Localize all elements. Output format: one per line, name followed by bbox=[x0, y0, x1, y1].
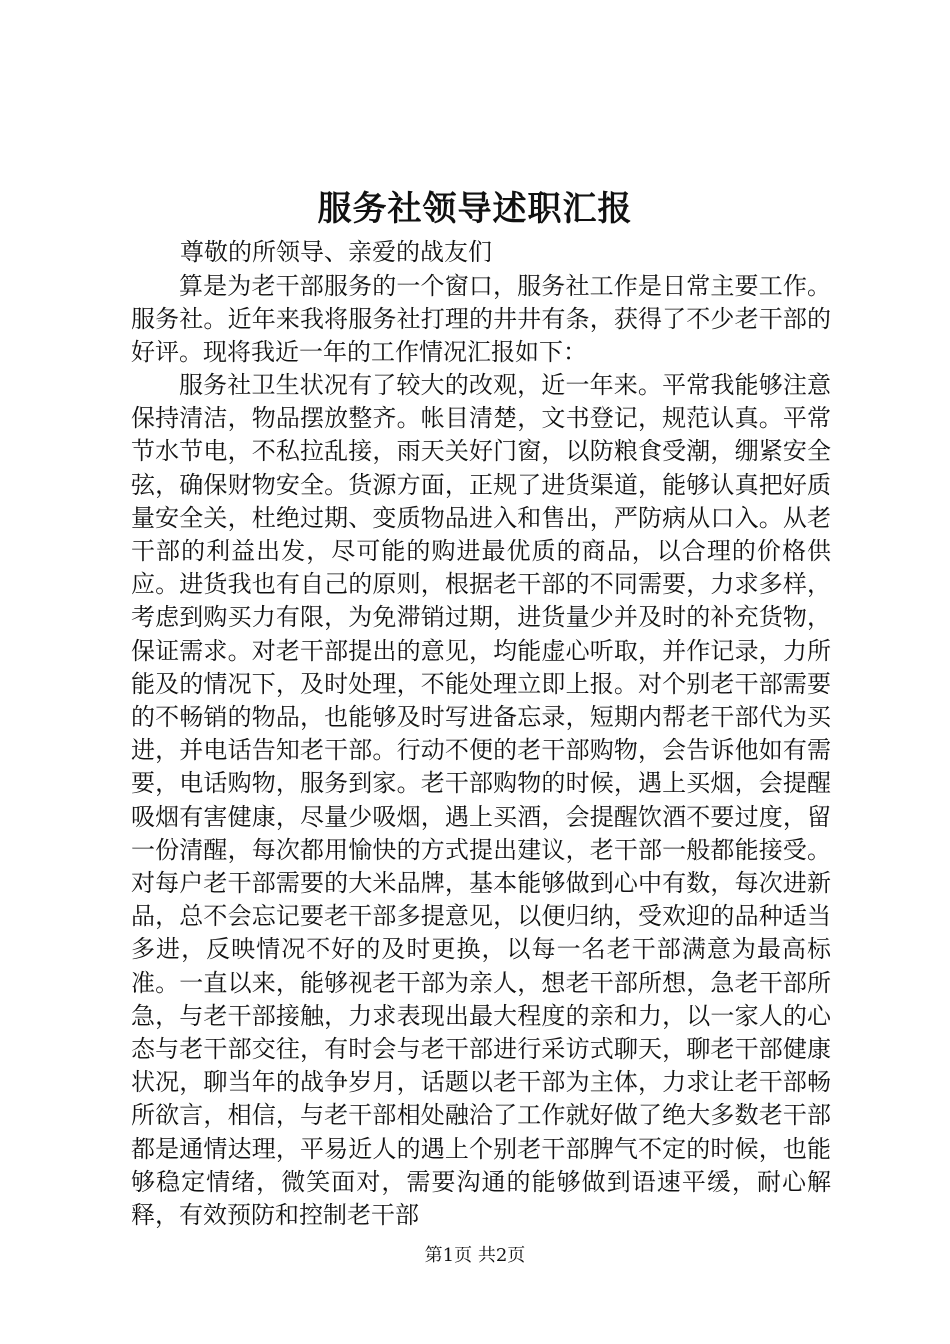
page-footer: 第1页 共2页 bbox=[424, 1245, 526, 1266]
body-paragraph-2: 服务社卫生状况有了较大的改观，近一年来。平常我能够注意保持清洁，物品摆放整齐。帐目清楚，文书登记，规范认真。平常节水节电，不私拉乱接，雨天关好门窗，以防粮食受潮，绷紧安全弦，确保财物安全。货源方面，正规了进货渠道，能够认真把好质量安全关，杜绝过期、变质物品进入和售出，严防病从口入。从老干部的利益出发，尽可能的购进最优质的商品，以合理的价格供应。进货我也有自己的原则，根据老干部的不同需要，力求多样，考虑到购买力有限，为免滞销过期，进货量少并及时的补充货物，保证需求。对老干部提出的意见，均能虚心听取，并作记录，力所能及的情况下，及时处理，不能处理立即上报。对个别老干部需要的不畅销的物品，也能够及时写进备忘录，短期内帮老干部代为买进，并电话告知老干部。行动不便的老干部购物，会告诉他如有需要，电话购物，服务到家。老干部购物的时候，遇上买烟，会提醒吸烟有害健康，尽量少吸烟，遇上买酒，会提醒饮酒不要过度，留一份清醒，每次都用愉快的方式提出建议，老干部一般都能接受。对每户老干部需要的大米品牌，基本能够做到心中有数，每次进新品，总不会忘记要老干部多提意见，以便归纳，受欢迎的品种适当多进，反映情况不好的及时更换，以每一名老干部满意为最高标准。一直以来，能够视老干部为亲人，想老干部所想，急老干部所急，与老干部接触，力求表现出最大程度的亲和力，以一家人的心态与老干部交往，有时会与老干部进行采访式聊天，聊老干部健康状况，聊当年的战争岁月，话题以老干部为主体，力求让老干部畅所欲言，相信，与老干部相处融洽了工作就好做了绝大多数老干部都是通情达理，平易近人的遇上个别老干部脾气不定的时候，也能够稳定情绪，微笑面对，需要沟通的能够做到语速平缓，耐心解释，有效预防和控制老干部 bbox=[131, 371, 831, 1230]
greeting-line: 尊敬的所领导、亲爱的战友们 bbox=[180, 238, 492, 266]
body-paragraph-1: 算是为老干部服务的一个窗口，服务社工作是日常主要工作。服务社。近年来我将服务社打理的井井有条，获得了不少老干部的好评。现将我近一年的工作情况汇报如下： bbox=[131, 272, 831, 367]
document-title: 服务社领导述职汇报 bbox=[317, 189, 633, 229]
